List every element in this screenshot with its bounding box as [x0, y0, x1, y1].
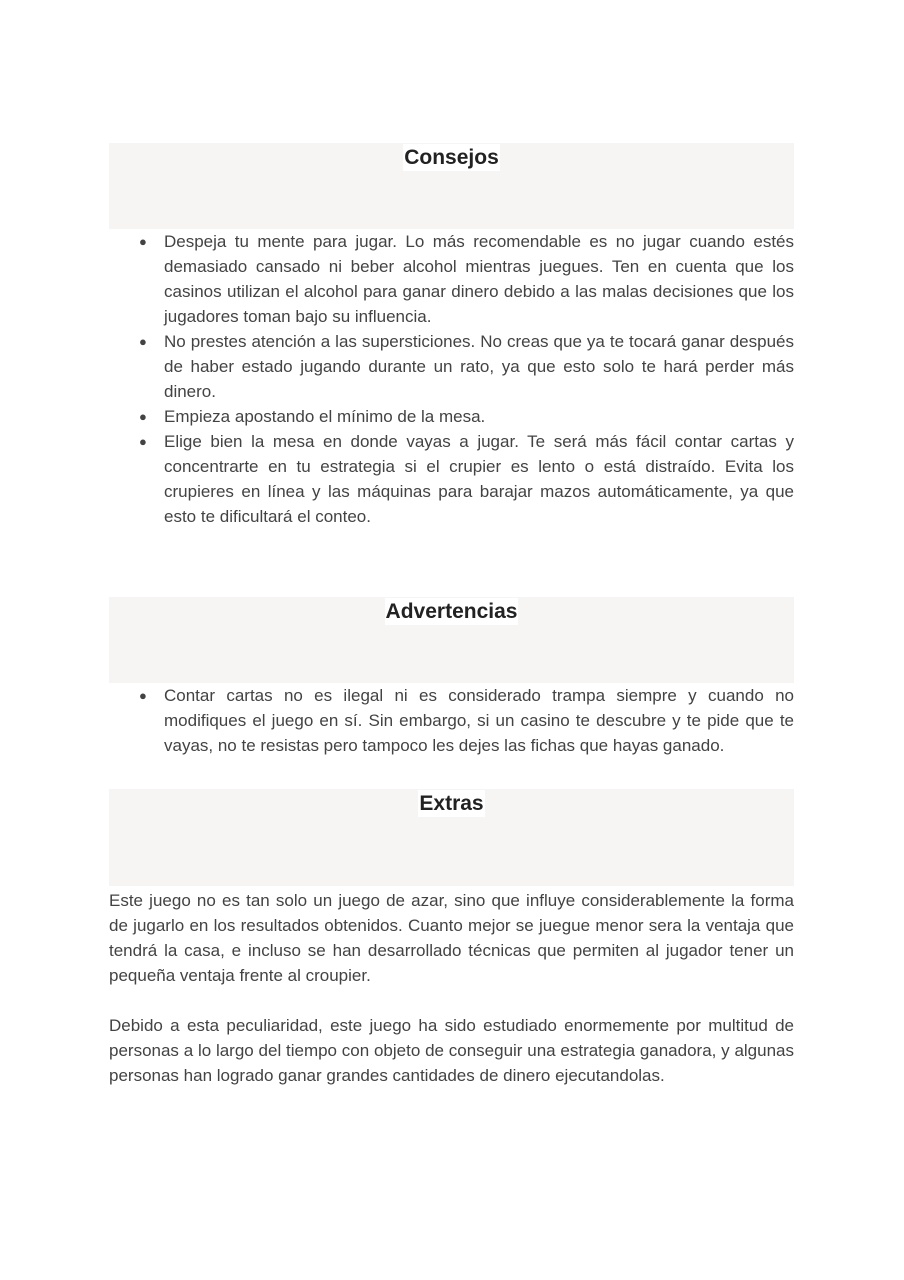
extras-title: Extras: [419, 792, 484, 815]
bullet-icon: ●: [139, 688, 147, 703]
list-item-text: Despeja tu mente para jugar. Lo más recomendable es no jugar cuando estés demasiado cansado ni beber alcohol mientras juegues. Ten en cuenta que los casinos utilizan el alcohol para ganar dinero debido a las malas decisiones que los jugadores toman bajo su influencia.: [164, 232, 794, 326]
list-item: [109, 429, 794, 529]
list-item: [109, 404, 794, 429]
spacer: [109, 758, 794, 789]
list-item: [109, 229, 794, 329]
advertencias-header: [109, 597, 794, 683]
bullet-icon: ●: [139, 409, 147, 424]
list-item: [109, 329, 794, 404]
list-item-text: Contar cartas no es ilegal ni es considerado trampa siempre y cuando no modifiques el juego en sí. Sin embargo, si un casino te descubre y te pide que te vayas, no te resistas pero tampoco les dejes las fichas que hayas ganado.: [164, 686, 794, 755]
bullet-icon: ●: [139, 334, 147, 349]
extras-header: [109, 789, 794, 886]
list-item-text: Empieza apostando el mínimo de la mesa.: [164, 407, 486, 426]
spacer: [109, 988, 794, 1013]
document-page: [109, 143, 794, 1088]
consejos-title: Consejos: [404, 146, 499, 169]
bullet-icon: ●: [139, 434, 147, 449]
advertencias-list: [109, 683, 794, 758]
list-item-text: No prestes atención a las supersticiones. No creas que ya te tocará ganar después de haber estado jugando durante un rato, ya que esto solo te hará perder más dinero.: [164, 332, 794, 401]
consejos-list: [109, 229, 794, 529]
spacer: [109, 529, 794, 597]
list-item: [109, 683, 794, 758]
extras-paragraph: Debido a esta peculiaridad, este juego ha sido estudiado enormemente por multitud de personas a lo largo del tiempo con objeto de conseguir una estrategia ganadora, y algunas personas han logrado ganar grandes cantidades de dinero ejecutandolas.: [109, 1016, 794, 1085]
advertencias-title: Advertencias: [385, 600, 518, 623]
bullet-icon: ●: [139, 234, 147, 249]
extras-paragraph: Este juego no es tan solo un juego de azar, sino que influye considerablemente la forma de jugarlo en los resultados obtenidos. Cuanto mejor se juegue menor sera la ventaja que tendrá la casa, e incluso se han desarrollado técnicas que permiten al jugador tener un pequeña ventaja frente al croupier.: [109, 891, 794, 985]
list-item-text: Elige bien la mesa en donde vayas a jugar. Te será más fácil contar cartas y concentrarte en tu estrategia si el crupier es lento o está distraído. Evita los crupieres en línea y las máquinas para barajar mazos automáticamente, ya que esto te dificultará el conteo.: [164, 432, 794, 526]
consejos-header: [109, 143, 794, 229]
